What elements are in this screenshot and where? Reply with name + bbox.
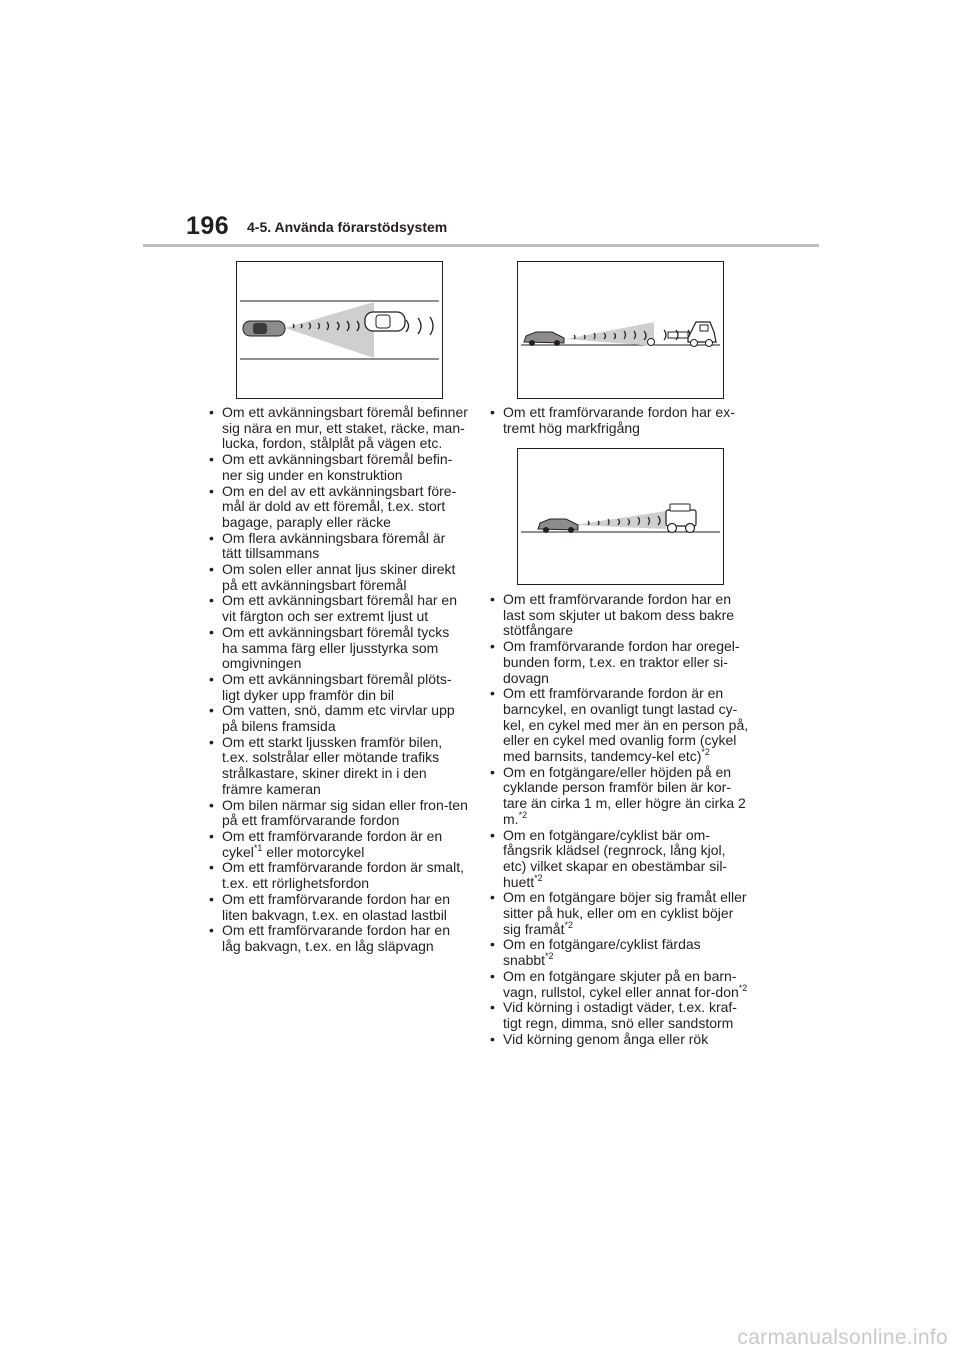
illustration-object-near-barrier [236, 261, 443, 399]
list-item [206, 798, 468, 829]
left-conditions-list [206, 405, 468, 955]
list-item [487, 592, 749, 639]
suv-scene-drawing [518, 449, 723, 584]
road-scene-drawing [237, 262, 442, 398]
list-item-text: Om vatten, snö, damm etc virvlar upp på bilens framsida [222, 702, 455, 735]
list-item [206, 892, 468, 923]
list-item-text-after: eller motorcykel [262, 843, 365, 860]
section-title: 4-5. Använda förarstödsystem [247, 219, 448, 235]
list-item-text: Om ett framförvarande fordon har en låg bakvagn, t.ex. en låg släpvagn [222, 922, 450, 954]
footnote-marker: *1 [253, 842, 263, 853]
list-item-text: Om ett avkänningsbart föremål befin-ner sig under en konstruktion [222, 451, 453, 483]
header-divider [143, 244, 819, 247]
right-conditions-list [487, 592, 749, 1047]
list-item [206, 484, 468, 531]
list-item [206, 703, 468, 734]
list-item [206, 829, 468, 860]
list-item-text: Om framförvarande fordon har oregel-bunden form, t.ex. en traktor eller si-dovagn [503, 638, 740, 686]
list-item [487, 969, 749, 1000]
illustration-high-clearance-truck [517, 261, 724, 399]
footnote-marker: *2 [738, 982, 748, 993]
list-item-text: Om ett framförvarande fordon har en last som skjuter ut bakom dess bakre stötfångare [503, 591, 735, 639]
list-item [206, 735, 468, 798]
list-item [487, 1032, 749, 1048]
list-item-text: Om ett avkänningsbart föremål har en vit färgton och ser extremt ljust ut [222, 592, 458, 625]
right-top-conditions-list [487, 405, 749, 436]
list-item-text: Om en fotgängare/cyklist bär om-fångsrik klädsel (regnrock, lång kjol, etc) vilket skapar en obestämbar sil-huett [503, 826, 728, 890]
illustration-high-ground-clearance-vehicle [517, 448, 724, 585]
list-item-text: Om ett framförvarande fordon är en cykel [222, 827, 443, 860]
list-item-text: Om en fotgängare/cyklist färdas snabbt [503, 936, 701, 969]
list-item [206, 405, 468, 452]
list-item [206, 531, 468, 562]
list-item-text: Om ett avkänningsbart föremål tycks ha samma färg eller ljusstyrka som omgivningen [222, 623, 450, 672]
list-item [487, 765, 749, 828]
list-item-text: Om ett avkänningsbart föremål befinner sig nära en mur, ett staket, räcke, man-lucka, fordon, stålplåt på vägen etc. [222, 404, 468, 452]
list-item-text: Om en fotgängare skjuter på en barn-vagn, rullstol, cykel eller annat for-don [503, 967, 739, 1000]
list-item-text: Om flera avkänningsbara föremål är tätt tillsammans [222, 529, 446, 562]
list-item-text: Om ett avkänningsbart föremål plöts-ligt dyker upp framför din bil [222, 670, 452, 703]
list-item-text: Om ett framförvarande fordon har en liten bakvagn, t.ex. en olastad lastbil [222, 890, 450, 923]
list-item [206, 625, 468, 672]
list-item-text: Om en fotgängare/eller höjden på en cyklande person framför bilen är kor-tare än cirka 1 m, eller högre än cirka 2 m. [503, 763, 746, 827]
list-item-text: Om ett starkt ljussken framför bilen, t.ex. solstrålar eller mötande trafiks strålkastare, skiner direkt in i den främre kameran [222, 733, 443, 797]
list-item [206, 923, 468, 954]
list-item [487, 828, 749, 891]
list-item-text: Om solen eller annat ljus skiner direkt på ett avkänningsbart föremål [222, 561, 456, 593]
list-item [206, 593, 468, 624]
truck-scene-drawing [518, 262, 723, 398]
list-item-text: Om ett framförvarande fordon är en barncykel, en ovanligt tungt lastad cy-kel, en cykel med mer än en person på, eller en cykel med ovanlig form (cykel med barnsits, tandemcy-kel etc) [503, 685, 749, 765]
list-item [487, 405, 749, 436]
footnote-marker: *2 [545, 951, 554, 962]
footnote-marker: *2 [534, 872, 543, 883]
list-item [487, 1000, 749, 1031]
list-item [206, 562, 468, 593]
list-item-text: Vid körning i ostadigt väder, t.ex. kraf-tigt regn, dimma, snö eller sandstorm [503, 999, 737, 1031]
watermark: carmanualsonline.info [737, 1326, 948, 1349]
list-item-text: Om ett framförvarande fordon har ex-tremt hög markfrigång [503, 404, 735, 436]
list-item-text: Om en del av ett avkänningsbart före-mål är dold av ett föremål, t.ex. stort bagage, paraply eller räcke [222, 482, 457, 530]
list-item-text: Om bilen närmar sig sidan eller fron-ten på ett framförvarande fordon [222, 796, 468, 829]
footnote-marker: *2 [564, 919, 573, 930]
list-item-text: Vid körning genom ånga eller rök [503, 1030, 709, 1047]
list-item [206, 860, 468, 891]
list-item-text: Om en fotgängare böjer sig framåt eller sitter på huk, eller om en cyklist böjer sig framåt [503, 889, 747, 937]
list-item [206, 452, 468, 483]
footnote-marker: *2 [518, 809, 528, 820]
page-number: 196 [186, 212, 230, 240]
list-item [487, 890, 749, 937]
list-item [487, 686, 749, 765]
list-item-text: Om ett framförvarande fordon är smalt, t.ex. ett rörlighetsfordon [222, 859, 464, 892]
list-item [206, 672, 468, 703]
list-item [487, 937, 749, 968]
list-item [487, 639, 749, 686]
footnote-marker: *2 [701, 747, 710, 758]
